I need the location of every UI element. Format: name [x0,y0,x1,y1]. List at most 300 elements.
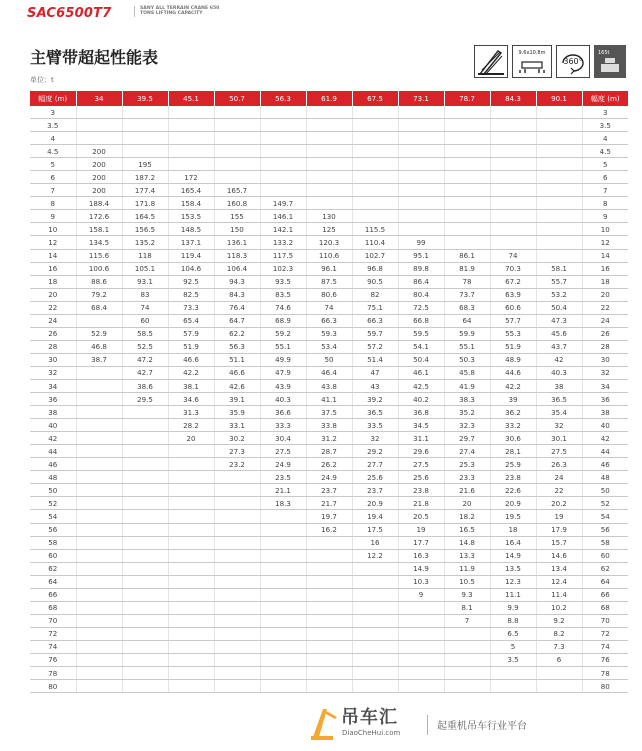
radius-cell: 38 [582,406,628,419]
capacity-cell [168,523,214,536]
capacity-cell: 36.5 [352,406,398,419]
capacity-cell: 24 [536,471,582,484]
radius-cell: 60 [582,549,628,562]
radius-cell: 54 [30,510,76,523]
capacity-cell: 102.7 [352,249,398,262]
capacity-cell [536,184,582,197]
capacity-cell [214,627,260,640]
capacity-cell [168,132,214,145]
capacity-cell: 44.6 [490,366,536,379]
radius-cell: 40 [30,419,76,432]
radius-cell: 3 [582,106,628,119]
capacity-cell [168,614,214,627]
radius-cell: 76 [582,653,628,666]
capacity-cell: 22.6 [490,484,536,497]
capacity-cell [306,653,352,666]
capacity-cell: 19.5 [490,510,536,523]
capacity-cell: 118 [122,249,168,262]
capacity-cell: 86.1 [444,249,490,262]
capacity-cell [214,171,260,184]
capacity-cell: 29.5 [122,393,168,406]
capacity-cell: 46.8 [76,340,122,353]
capacity-cell: 110.6 [306,249,352,262]
capacity-cell: 200 [76,184,122,197]
capacity-cell: 19.7 [306,510,352,523]
capacity-cell: 79.2 [76,288,122,301]
capacity-cell [352,171,398,184]
capacity-cell: 115.6 [76,249,122,262]
capacity-cell: 83.5 [260,288,306,301]
capacity-cell [444,210,490,223]
capacity-cell: 45.8 [444,366,490,379]
capacity-cell [122,145,168,158]
capacity-cell: 106.4 [214,262,260,275]
capacity-cell: 59.9 [444,327,490,340]
capacity-cell [76,366,122,379]
radius-cell: 28 [582,340,628,353]
capacity-cell: 46.4 [306,366,352,379]
header-boom-length: 67.5 [352,91,398,106]
capacity-cell [76,379,122,392]
capacity-cell [306,575,352,588]
capacity-cell [260,640,306,653]
capacity-cell [260,549,306,562]
radius-cell: 14 [30,249,76,262]
radius-cell: 54 [582,510,628,523]
capacity-cell: 35.9 [214,406,260,419]
table-row [30,523,628,536]
radius-cell: 14 [582,249,628,262]
capacity-cell: 59.2 [260,327,306,340]
capacity-cell: 136.1 [214,236,260,249]
capacity-cell [306,106,352,119]
capacity-cell [214,562,260,575]
radius-cell: 42 [30,432,76,445]
table-row [30,640,628,653]
capacity-cell [214,145,260,158]
capacity-cell [398,640,444,653]
capacity-cell: 18.3 [260,497,306,510]
capacity-cell [536,210,582,223]
capacity-cell [306,132,352,145]
capacity-cell [444,627,490,640]
radius-cell: 7 [30,184,76,197]
capacity-cell [76,406,122,419]
capacity-cell: 14.6 [536,549,582,562]
capacity-cell [352,680,398,693]
capacity-cell: 10.3 [398,575,444,588]
radius-cell: 58 [30,536,76,549]
capacity-cell [398,158,444,171]
capacity-cell: 20 [168,432,214,445]
capacity-cell: 11.1 [490,588,536,601]
capacity-cell: 200 [76,145,122,158]
capacity-cell [76,484,122,497]
capacity-cell [168,471,214,484]
capacity-cell: 59.3 [306,327,352,340]
capacity-cell: 56.3 [214,340,260,353]
capacity-cell [352,184,398,197]
radius-cell: 68 [30,601,76,614]
capacity-cell [122,575,168,588]
capacity-cell: 31.2 [306,432,352,445]
capacity-cell [398,667,444,680]
radius-cell: 80 [582,680,628,693]
capacity-cell: 47.3 [536,314,582,327]
radius-cell: 4.5 [582,145,628,158]
capacity-cell: 12.4 [536,575,582,588]
capacity-cell: 58.5 [122,327,168,340]
capacity-cell: 42.5 [398,379,444,392]
capacity-cell [260,119,306,132]
capacity-cell [260,106,306,119]
capacity-cell [352,588,398,601]
radius-cell: 12 [30,236,76,249]
capacity-cell: 24.9 [260,458,306,471]
capacity-cell: 57.2 [352,340,398,353]
capacity-cell [122,484,168,497]
radius-cell: 68 [582,601,628,614]
capacity-cell [444,119,490,132]
capacity-cell [214,653,260,666]
table-row [30,406,628,419]
capacity-cell: 33.8 [306,419,352,432]
capacity-cell: 39 [490,393,536,406]
capacity-cell [490,197,536,210]
capacity-cell [76,562,122,575]
radius-cell: 74 [582,640,628,653]
capacity-cell [122,132,168,145]
capacity-cell [490,132,536,145]
radius-cell: 66 [30,588,76,601]
radius-cell: 3.5 [582,119,628,132]
capacity-cell [76,627,122,640]
radius-cell: 24 [30,314,76,327]
capacity-cell [260,184,306,197]
capacity-cell [260,575,306,588]
table-row [30,497,628,510]
capacity-cell [214,119,260,132]
table-row [30,106,628,119]
capacity-cell: 119.4 [168,249,214,262]
capacity-cell [168,445,214,458]
capacity-cell: 47.2 [122,353,168,366]
table-row [30,588,628,601]
capacity-cell [76,667,122,680]
header-radius: 幅度 (m) [30,91,76,106]
capacity-cell: 46.6 [168,353,214,366]
capacity-cell [122,106,168,119]
capacity-cell [352,119,398,132]
capacity-cell [122,562,168,575]
watermark-brand: 吊车汇 [341,707,398,728]
capacity-cell [260,588,306,601]
capacity-cell [260,536,306,549]
capacity-cell: 133.2 [260,236,306,249]
capacity-cell [76,497,122,510]
capacity-cell: 135.2 [122,236,168,249]
capacity-cell: 42.6 [214,379,260,392]
capacity-cell: 105.1 [122,262,168,275]
capacity-cell [536,119,582,132]
radius-cell: 20 [30,288,76,301]
radius-cell: 66 [582,588,628,601]
capacity-cell [214,640,260,653]
capacity-cell: 188.4 [76,197,122,210]
capacity-cell [260,132,306,145]
radius-cell: 6 [30,171,76,184]
capacity-cell: 82.5 [168,288,214,301]
capacity-cell [444,223,490,236]
capacity-cell [490,680,536,693]
capacity-cell: 130 [306,210,352,223]
capacity-cell: 21.1 [260,484,306,497]
capacity-cell: 27.5 [260,445,306,458]
capacity-cell [536,223,582,236]
capacity-cell: 36.6 [260,406,306,419]
capacity-cell: 6 [536,653,582,666]
capacity-cell: 66.3 [352,314,398,327]
capacity-cell [398,119,444,132]
capacity-cell: 33.1 [214,419,260,432]
capacity-cell: 46.6 [214,366,260,379]
capacity-cell [76,680,122,693]
capacity-cell [260,614,306,627]
capacity-cell [260,653,306,666]
brand-tagline: SANY ALL TERRAIN CRANE 650 TONS LIFTING CAPACITY [134,6,230,17]
capacity-cell [76,549,122,562]
capacity-cell [490,171,536,184]
capacity-cell: 32 [352,432,398,445]
radius-cell: 26 [30,327,76,340]
capacity-cell: 51.9 [168,340,214,353]
capacity-cell: 33.5 [352,419,398,432]
capacity-cell: 158.1 [76,223,122,236]
capacity-cell [444,680,490,693]
capacity-cell: 30.1 [536,432,582,445]
capacity-cell [76,640,122,653]
capacity-cell: 200 [76,158,122,171]
radius-cell: 7 [582,184,628,197]
capacity-cell: 99 [398,236,444,249]
radius-cell: 24 [582,314,628,327]
radius-cell: 78 [582,667,628,680]
header-boom-length: 34 [76,91,122,106]
capacity-cell [306,640,352,653]
radius-cell: 4.5 [30,145,76,158]
capacity-cell: 31.1 [398,432,444,445]
capacity-cell [352,627,398,640]
capacity-cell [398,223,444,236]
capacity-cell: 23.5 [260,471,306,484]
table-row [30,667,628,680]
capacity-cell: 38.7 [76,353,122,366]
capacity-cell [352,132,398,145]
capacity-cell: 117.5 [260,249,306,262]
radius-cell: 4 [30,132,76,145]
capacity-cell [536,680,582,693]
capacity-cell: 27.7 [352,458,398,471]
capacity-cell [444,184,490,197]
capacity-cell: 10.2 [536,601,582,614]
load-chart-table [30,91,628,693]
capacity-cell: 94.3 [214,275,260,288]
capacity-cell [76,510,122,523]
capacity-cell [306,145,352,158]
capacity-cell: 70.3 [490,262,536,275]
radius-cell: 40 [582,419,628,432]
capacity-cell: 60.6 [490,301,536,314]
capacity-cell [490,210,536,223]
capacity-cell: 118.3 [214,249,260,262]
capacity-cell [214,471,260,484]
capacity-cell: 24.9 [306,471,352,484]
table-row [30,119,628,132]
capacity-cell: 12.3 [490,575,536,588]
capacity-cell: 20.2 [536,497,582,510]
capacity-cell: 51.1 [214,353,260,366]
capacity-cell: 142.1 [260,223,306,236]
table-row [30,145,628,158]
capacity-cell: 14.9 [398,562,444,575]
capacity-cell [398,171,444,184]
capacity-cell [168,484,214,497]
capacity-cell: 25.6 [352,471,398,484]
capacity-cell: 20 [444,497,490,510]
capacity-cell [168,627,214,640]
capacity-cell [260,171,306,184]
radius-cell: 32 [30,366,76,379]
capacity-cell [122,588,168,601]
capacity-cell [352,106,398,119]
capacity-cell: 165.7 [214,184,260,197]
capacity-cell: 52.5 [122,340,168,353]
capacity-cell: 84.3 [214,288,260,301]
radius-cell: 6 [582,171,628,184]
capacity-cell [122,680,168,693]
capacity-cell: 3.5 [490,653,536,666]
radius-cell: 3.5 [30,119,76,132]
header-boom-length: 78.7 [444,91,490,106]
radius-cell: 5 [582,158,628,171]
capacity-cell: 55.3 [490,327,536,340]
capacity-cell: 13.5 [490,562,536,575]
capacity-cell [444,667,490,680]
capacity-cell: 82 [352,288,398,301]
radius-cell: 26 [582,327,628,340]
capacity-cell [352,145,398,158]
table-row [30,366,628,379]
capacity-cell [260,562,306,575]
radius-cell: 50 [582,484,628,497]
capacity-cell: 27.5 [398,458,444,471]
capacity-cell [76,523,122,536]
capacity-cell: 53.4 [306,340,352,353]
table-row [30,484,628,497]
capacity-cell: 32 [536,419,582,432]
capacity-cell [122,497,168,510]
capacity-cell: 26.3 [536,458,582,471]
capacity-cell: 36.8 [398,406,444,419]
capacity-cell: 93.1 [122,275,168,288]
capacity-cell: 72.5 [398,301,444,314]
capacity-cell [122,640,168,653]
capacity-cell: 38.3 [444,393,490,406]
radius-cell: 60 [30,549,76,562]
capacity-cell: 16.2 [306,523,352,536]
capacity-cell [168,640,214,653]
capacity-cell: 20.5 [398,510,444,523]
capacity-cell [76,458,122,471]
radius-cell: 18 [582,275,628,288]
header-boom-length: 50.7 [214,91,260,106]
radius-cell: 18 [30,275,76,288]
capacity-cell: 46.1 [398,366,444,379]
radius-cell: 46 [30,458,76,471]
table-row [30,197,628,210]
radius-cell: 34 [582,379,628,392]
radius-cell: 76 [30,653,76,666]
capacity-cell [76,314,122,327]
table-body [30,106,628,693]
capacity-cell: 80.6 [306,288,352,301]
radius-cell: 4 [582,132,628,145]
capacity-cell: 50.3 [444,353,490,366]
capacity-cell [122,406,168,419]
capacity-cell: 16.3 [398,549,444,562]
capacity-cell: 78 [444,275,490,288]
header-boom-length: 90.1 [536,91,582,106]
capacity-cell [490,145,536,158]
capacity-cell: 40.3 [536,366,582,379]
config-icons [474,45,626,78]
capacity-cell: 32.3 [444,419,490,432]
capacity-cell [214,497,260,510]
table-row [30,314,628,327]
brand-logo: SAC6500T7 [27,6,112,21]
table-row [30,445,628,458]
radius-cell: 9 [30,210,76,223]
capacity-cell: 42.2 [490,379,536,392]
capacity-cell: 28.7 [306,445,352,458]
capacity-cell [122,549,168,562]
capacity-cell: 47 [352,366,398,379]
header-boom-length: 73.1 [398,91,444,106]
capacity-cell: 35.4 [536,406,582,419]
capacity-cell: 21.8 [398,497,444,510]
capacity-cell [490,158,536,171]
capacity-cell [536,132,582,145]
table-row [30,379,628,392]
capacity-cell: 17.7 [398,536,444,549]
capacity-cell [306,614,352,627]
capacity-cell: 47.9 [260,366,306,379]
capacity-cell [352,601,398,614]
capacity-cell: 50.4 [536,301,582,314]
table-row [30,575,628,588]
capacity-cell [76,106,122,119]
radius-cell: 38 [30,406,76,419]
capacity-cell [168,145,214,158]
capacity-cell [214,510,260,523]
capacity-cell [444,106,490,119]
capacity-cell: 165.4 [168,184,214,197]
capacity-cell: 10.5 [444,575,490,588]
capacity-cell: 172.6 [76,210,122,223]
capacity-cell [444,653,490,666]
capacity-cell: 87.5 [306,275,352,288]
capacity-cell [168,588,214,601]
